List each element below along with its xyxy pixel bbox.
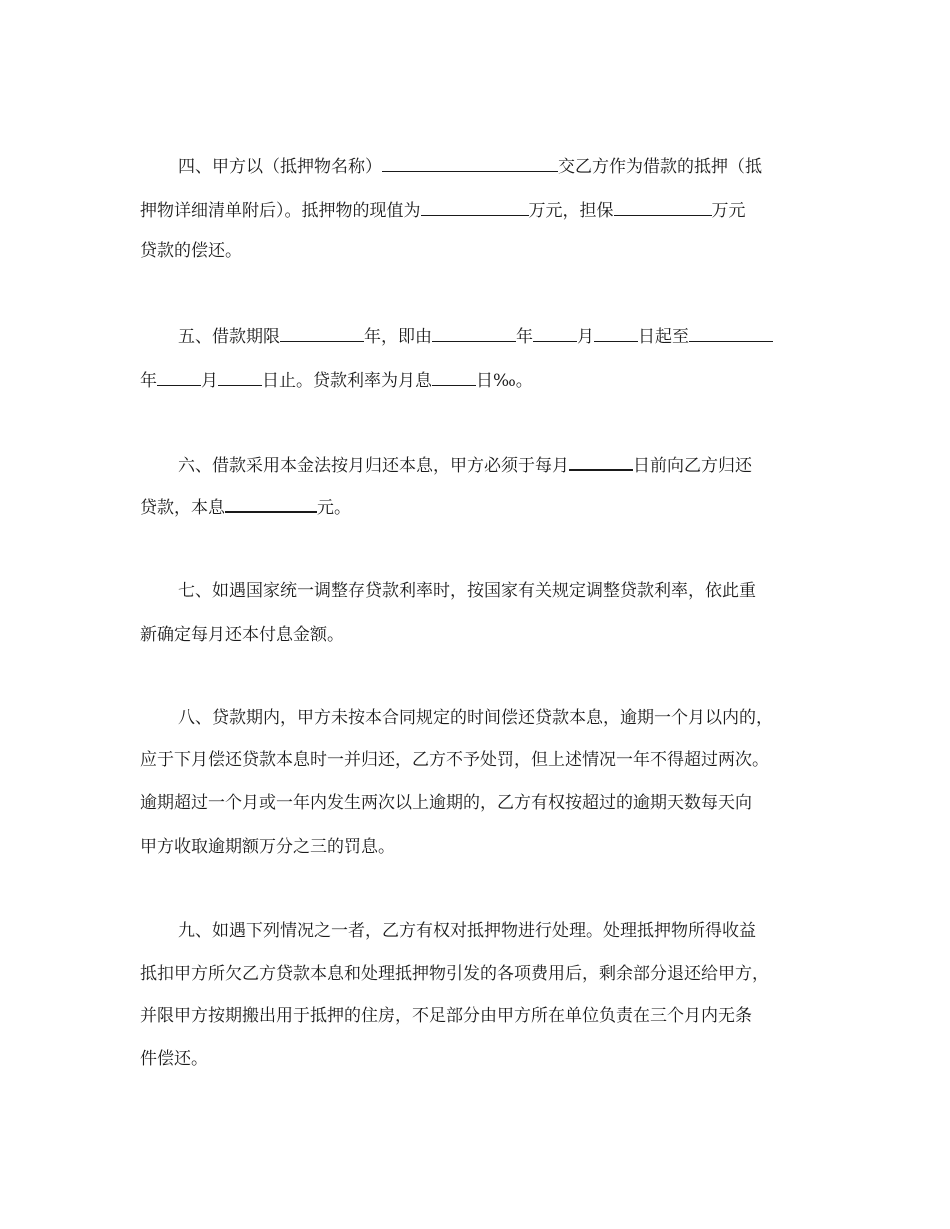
clause-9-line-1: 九、如遇下列情况之一者，乙方有权对抵押物进行处理。处理抵押物所得收益	[178, 921, 756, 941]
clause-4-text-a: 四、甲方以（抵押物名称）	[178, 157, 382, 177]
clause-5-line-1	[178, 325, 773, 348]
clause-5-text-c: 年	[516, 327, 533, 347]
clause-4-text-b: 交乙方作为借款的抵押（抵	[558, 157, 762, 177]
end-month-blank	[157, 369, 201, 386]
clause-8-line-2: 应于下月偿还贷款本息时一并归还，乙方不予处罚，但上述情况一年不得超过两次。	[140, 750, 769, 770]
clause-6-line-1	[178, 453, 752, 477]
interest-rate-blank	[432, 369, 476, 386]
clause-8-line-3: 逾期超过一个月或一年内发生两次以上逾期的，乙方有权按超过的逾期天数每天向	[140, 793, 752, 813]
clause-4-text-d: 万元，担保	[528, 201, 614, 221]
clause-5-text-f: 年	[140, 371, 157, 391]
clause-7-line-1: 七、如遇国家统一调整存贷款利率时，按国家有关规定调整贷款利率，依此重	[178, 581, 756, 601]
clause-6-text-c: 贷款，本息	[140, 498, 225, 518]
clause-4-line-3	[140, 240, 242, 262]
clause-5-text-g: 月	[201, 371, 218, 391]
start-day-blank	[594, 325, 638, 342]
principal-interest-amount-blank	[225, 495, 317, 513]
clause-8-line-1: 八、贷款期内，甲方未按本合同规定的时间偿还贷款本息，逾期一个月以内的，	[178, 708, 773, 728]
clause-5-text-i: 日‰。	[476, 371, 533, 391]
clause-4-line-2	[140, 199, 746, 222]
repayment-day-blank	[569, 453, 633, 471]
clause-6-line-2	[140, 495, 351, 519]
clause-5-line-2	[140, 369, 533, 392]
end-day-blank	[218, 369, 262, 386]
start-month-blank	[533, 325, 577, 342]
collateral-value-blank	[421, 199, 529, 216]
clause-6-text-d: 元。	[317, 498, 351, 518]
clause-5-text-h: 日止。贷款利率为月息	[262, 371, 432, 391]
end-year-blank-part-1	[689, 325, 773, 342]
clause-4-text-c: 押物详细清单附后）。抵押物的现值为	[140, 201, 421, 221]
clause-5-text-a: 五、借款期限	[178, 327, 280, 347]
guarantee-amount-blank	[614, 199, 712, 216]
clause-7-line-2: 新确定每月还本付息金额。	[140, 625, 344, 645]
clause-4-text-e: 万元	[711, 201, 746, 221]
clause-5-text-d: 月	[577, 327, 594, 347]
clause-6-text-a: 六、借款采用本金法按月归还本息，甲方必须于每月	[178, 456, 569, 476]
clause-5-text-b: 年，即由	[364, 327, 432, 347]
clause-9-line-3: 并限甲方按期搬出用于抵押的住房，不足部分由甲方所在单位负责在三个月内无条	[140, 1006, 752, 1026]
clause-4-text-f: 贷款的偿还。	[140, 241, 242, 261]
collateral-name-blank	[382, 155, 558, 172]
clause-9-line-4: 件偿还。	[140, 1049, 208, 1069]
loan-term-years-blank	[280, 325, 364, 342]
clause-8-line-4: 甲方收取逾期额万分之三的罚息。	[140, 837, 395, 857]
start-year-blank	[432, 325, 516, 342]
clause-5-text-e: 日起至	[638, 327, 689, 347]
clause-6-text-b: 日前向乙方归还	[633, 456, 752, 476]
clause-9-line-2: 抵扣甲方所欠乙方贷款本息和处理抵押物引发的各项费用后，剩余部分退还给甲方，	[140, 964, 769, 984]
clause-4-line-1	[178, 155, 762, 178]
